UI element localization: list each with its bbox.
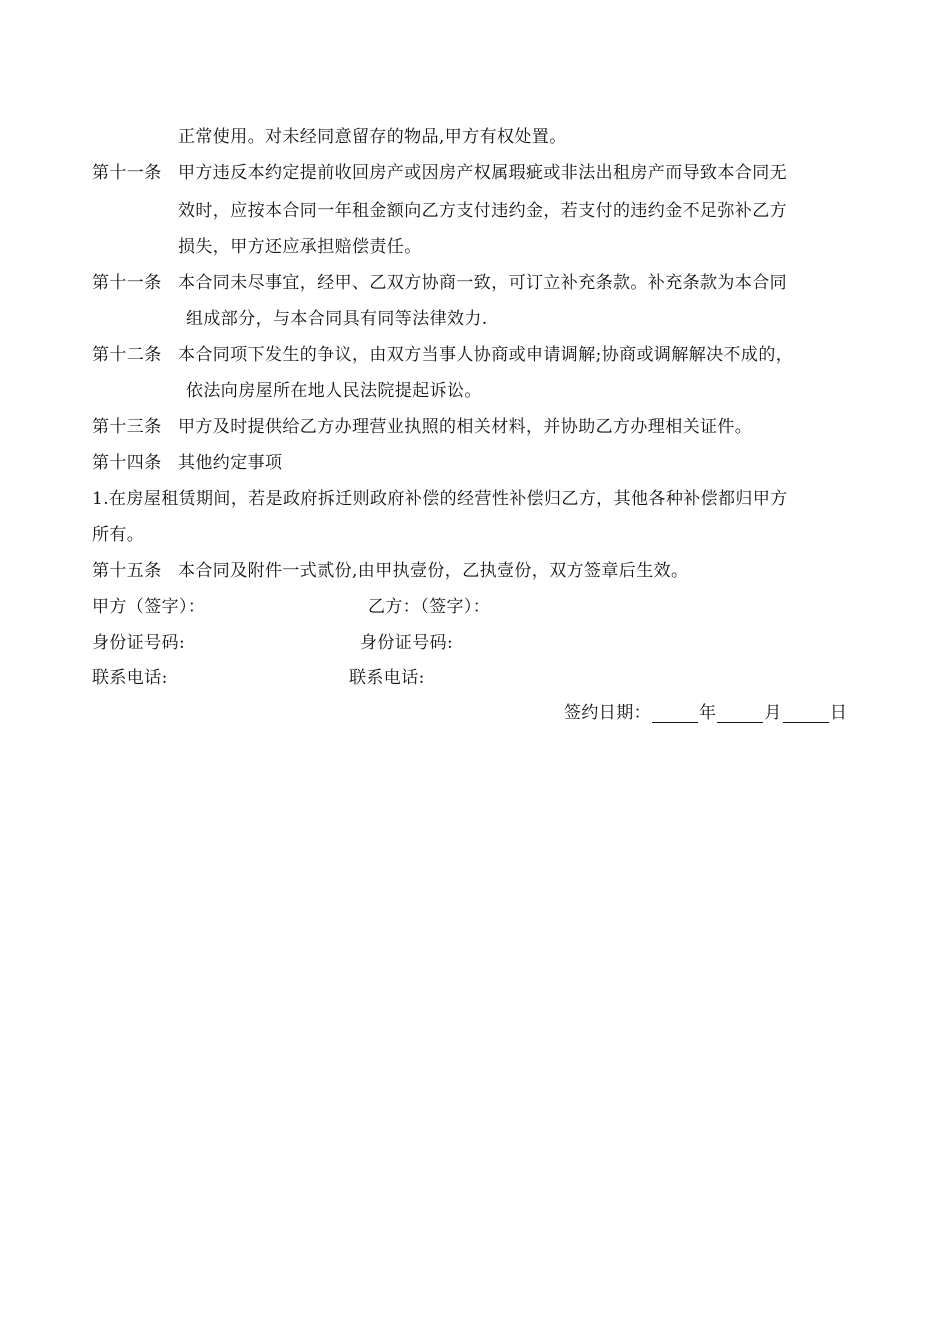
- clause-11a-line-2: 效时，应按本合同一年租金额向乙方支付违约金，若支付的违约金不足弥补乙方: [178, 201, 787, 221]
- sign-date-label: 签约日期：: [564, 703, 651, 723]
- day-label: 日: [829, 703, 848, 723]
- sign-date-line: [564, 703, 847, 723]
- clause-15-line-1: [92, 561, 688, 581]
- year-blank[interactable]: [652, 706, 698, 723]
- clause-label: 第十四条: [92, 453, 162, 473]
- clause-11b-line-2: 组成部分，与本合同具有同等法律效力.: [186, 309, 488, 329]
- clause-13-line-1: [92, 417, 752, 437]
- party-a-id-label: 身份证号码:: [92, 633, 186, 653]
- clause-12-line-2: 依法向房屋所在地人民法院提起诉讼。: [186, 381, 482, 401]
- clause-label: 第十一条: [92, 273, 162, 293]
- party-b-sign-label: 乙方：（签字）：: [368, 597, 491, 617]
- party-b-id-label: 身份证号码:: [360, 633, 454, 653]
- clause-label: 第十一条: [92, 163, 162, 183]
- clause-text: 甲方及时提供给乙方办理营业执照的相关材料，并协助乙方办理相关证件。: [178, 417, 753, 437]
- party-a-phone-label: 联系电话:: [92, 668, 168, 688]
- clause-12-line-1: [92, 345, 793, 365]
- item-1-line-2: 所有。: [92, 525, 145, 545]
- clause-text: 本合同项下发生的争议，由双方当事人协商或申请调解;协商或调解解决不成的，: [178, 345, 794, 365]
- clause-text: 甲方违反本约定提前收回房产或因房产权属瑕疵或非法出租房产而导致本合同无: [178, 163, 787, 183]
- clause-text: 本合同未尽事宜，经甲、乙双方协商一致，可订立补充条款。补充条款为本合同: [178, 273, 787, 293]
- clause-11a-line-1: [92, 163, 787, 183]
- clause-text: 本合同及附件一式贰份,由甲执壹份，乙执壹份，双方签章后生效。: [178, 561, 689, 581]
- clause-11a-line-3: 损失，甲方还应承担赔偿责任。: [178, 237, 422, 257]
- month-label: 月: [764, 703, 782, 723]
- item-1-line-1: 1.在房屋租赁期间，若是政府拆迁则政府补偿的经营性补偿归乙方，其他各种补偿都归甲方: [92, 489, 788, 509]
- day-blank[interactable]: [783, 706, 829, 723]
- year-label: 年: [699, 703, 717, 723]
- clause-11b-line-1: [92, 273, 787, 293]
- continuation-line: 正常使用。对未经同意留存的物品,甲方有权处置。: [178, 127, 567, 147]
- clause-label: 第十五条: [92, 561, 162, 581]
- clause-label: 第十二条: [92, 345, 162, 365]
- party-b-phone-label: 联系电话:: [349, 668, 425, 688]
- clause-14-line-1: [92, 453, 282, 473]
- month-blank[interactable]: [717, 706, 763, 723]
- clause-label: 第十三条: [92, 417, 162, 437]
- clause-text: 其他约定事项: [178, 453, 283, 473]
- party-a-sign-label: 甲方（签字）：: [92, 597, 206, 617]
